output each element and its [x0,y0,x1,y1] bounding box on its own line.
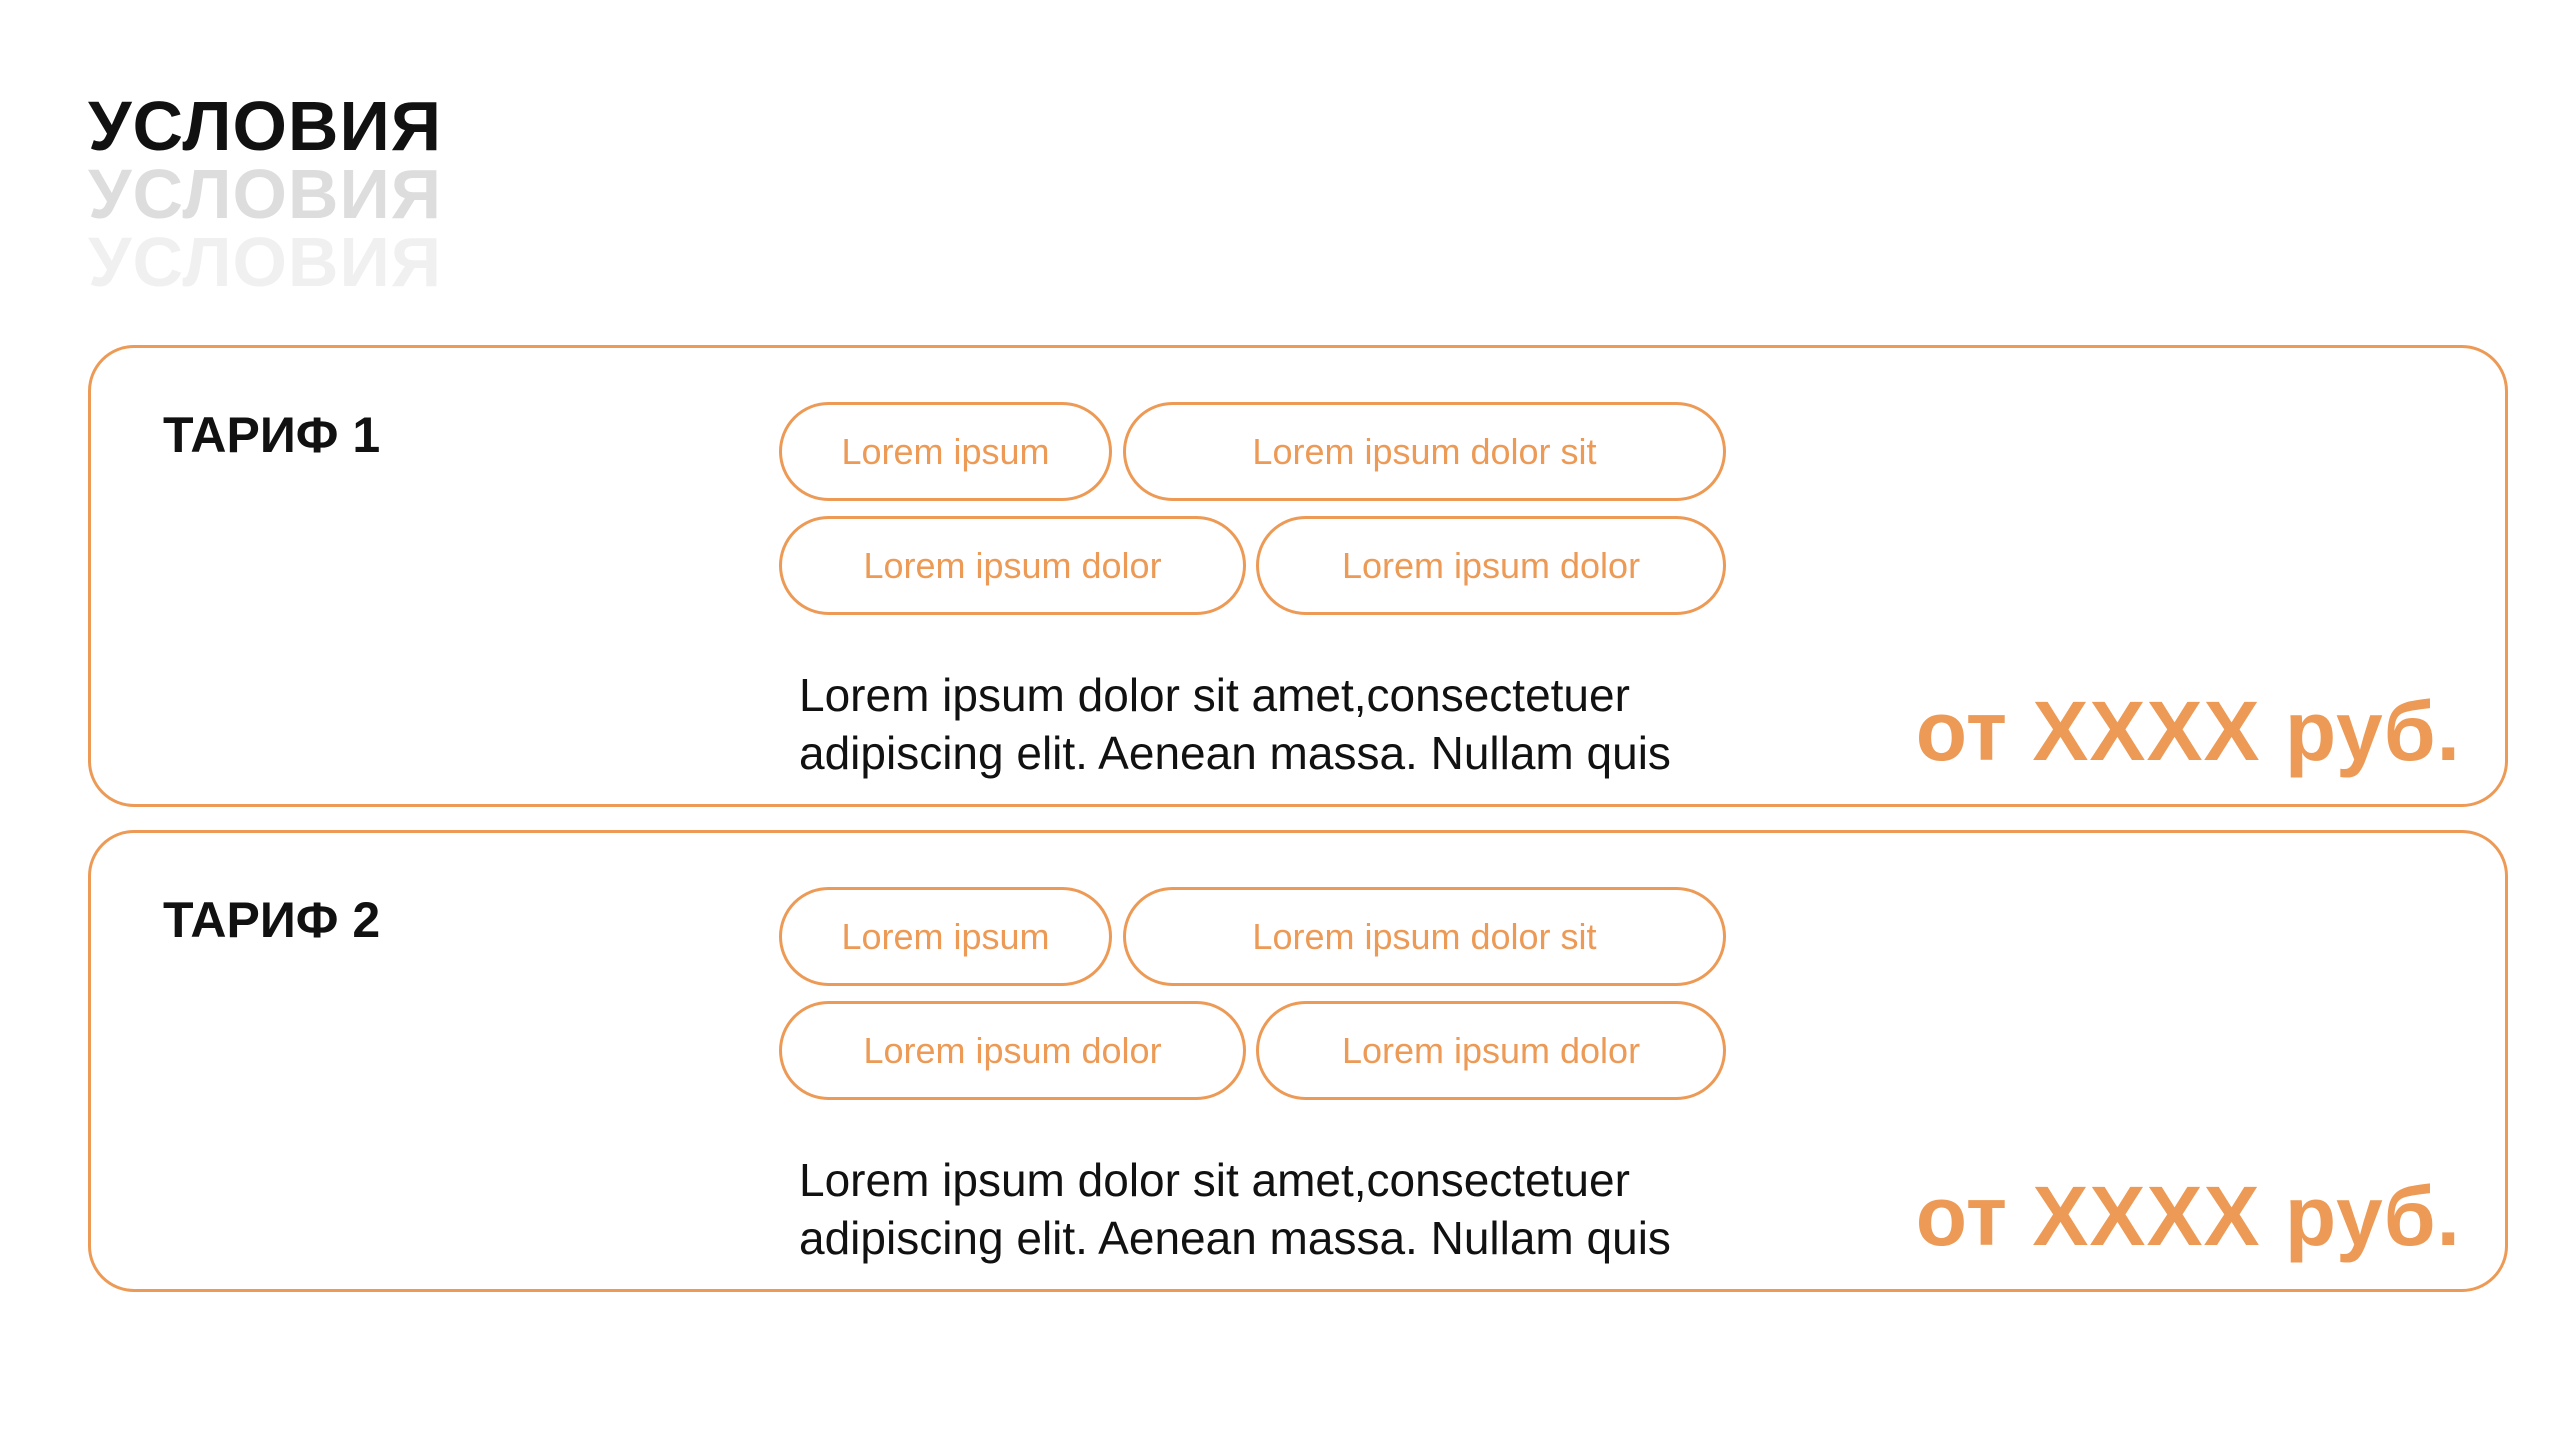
tariff-price: от XXXX руб. [1915,684,2461,778]
tariff-description-line: Lorem ipsum dolor sit amet,consectetuer [799,669,1630,721]
tariff-description [799,666,1779,782]
tariff-description-line: adipiscing elit. Aenean massa. Nullam quis [799,727,1671,779]
page-title-echo-1: УСЛОВИЯ [88,155,443,233]
tariff-tag[interactable]: Lorem ipsum dolor [779,516,1246,615]
tariff-title: ТАРИФ 2 [163,892,381,948]
tariff-tag[interactable]: Lorem ipsum dolor [779,1001,1246,1100]
tariff-tag[interactable]: Lorem ipsum dolor [1256,1001,1726,1100]
tariff-card-2 [88,830,2508,1292]
tariff-price: от XXXX руб. [1915,1169,2461,1263]
tariff-tag[interactable]: Lorem ipsum dolor sit [1123,887,1726,986]
page-title [88,87,443,301]
tariff-tag[interactable]: Lorem ipsum [779,402,1112,501]
tariff-tag[interactable]: Lorem ipsum [779,887,1112,986]
tariff-tag[interactable]: Lorem ipsum dolor sit [1123,402,1726,501]
tariff-description-line: adipiscing elit. Aenean massa. Nullam quis [799,1212,1671,1264]
page-title-line: УСЛОВИЯ [88,87,443,165]
tariff-description [799,1151,1779,1267]
tariff-title: ТАРИФ 1 [163,407,381,463]
tariff-tag[interactable]: Lorem ipsum dolor [1256,516,1726,615]
tariff-description-line: Lorem ipsum dolor sit amet,consectetuer [799,1154,1630,1206]
tariff-card-1 [88,345,2508,807]
page-title-echo-2: УСЛОВИЯ [88,223,443,301]
